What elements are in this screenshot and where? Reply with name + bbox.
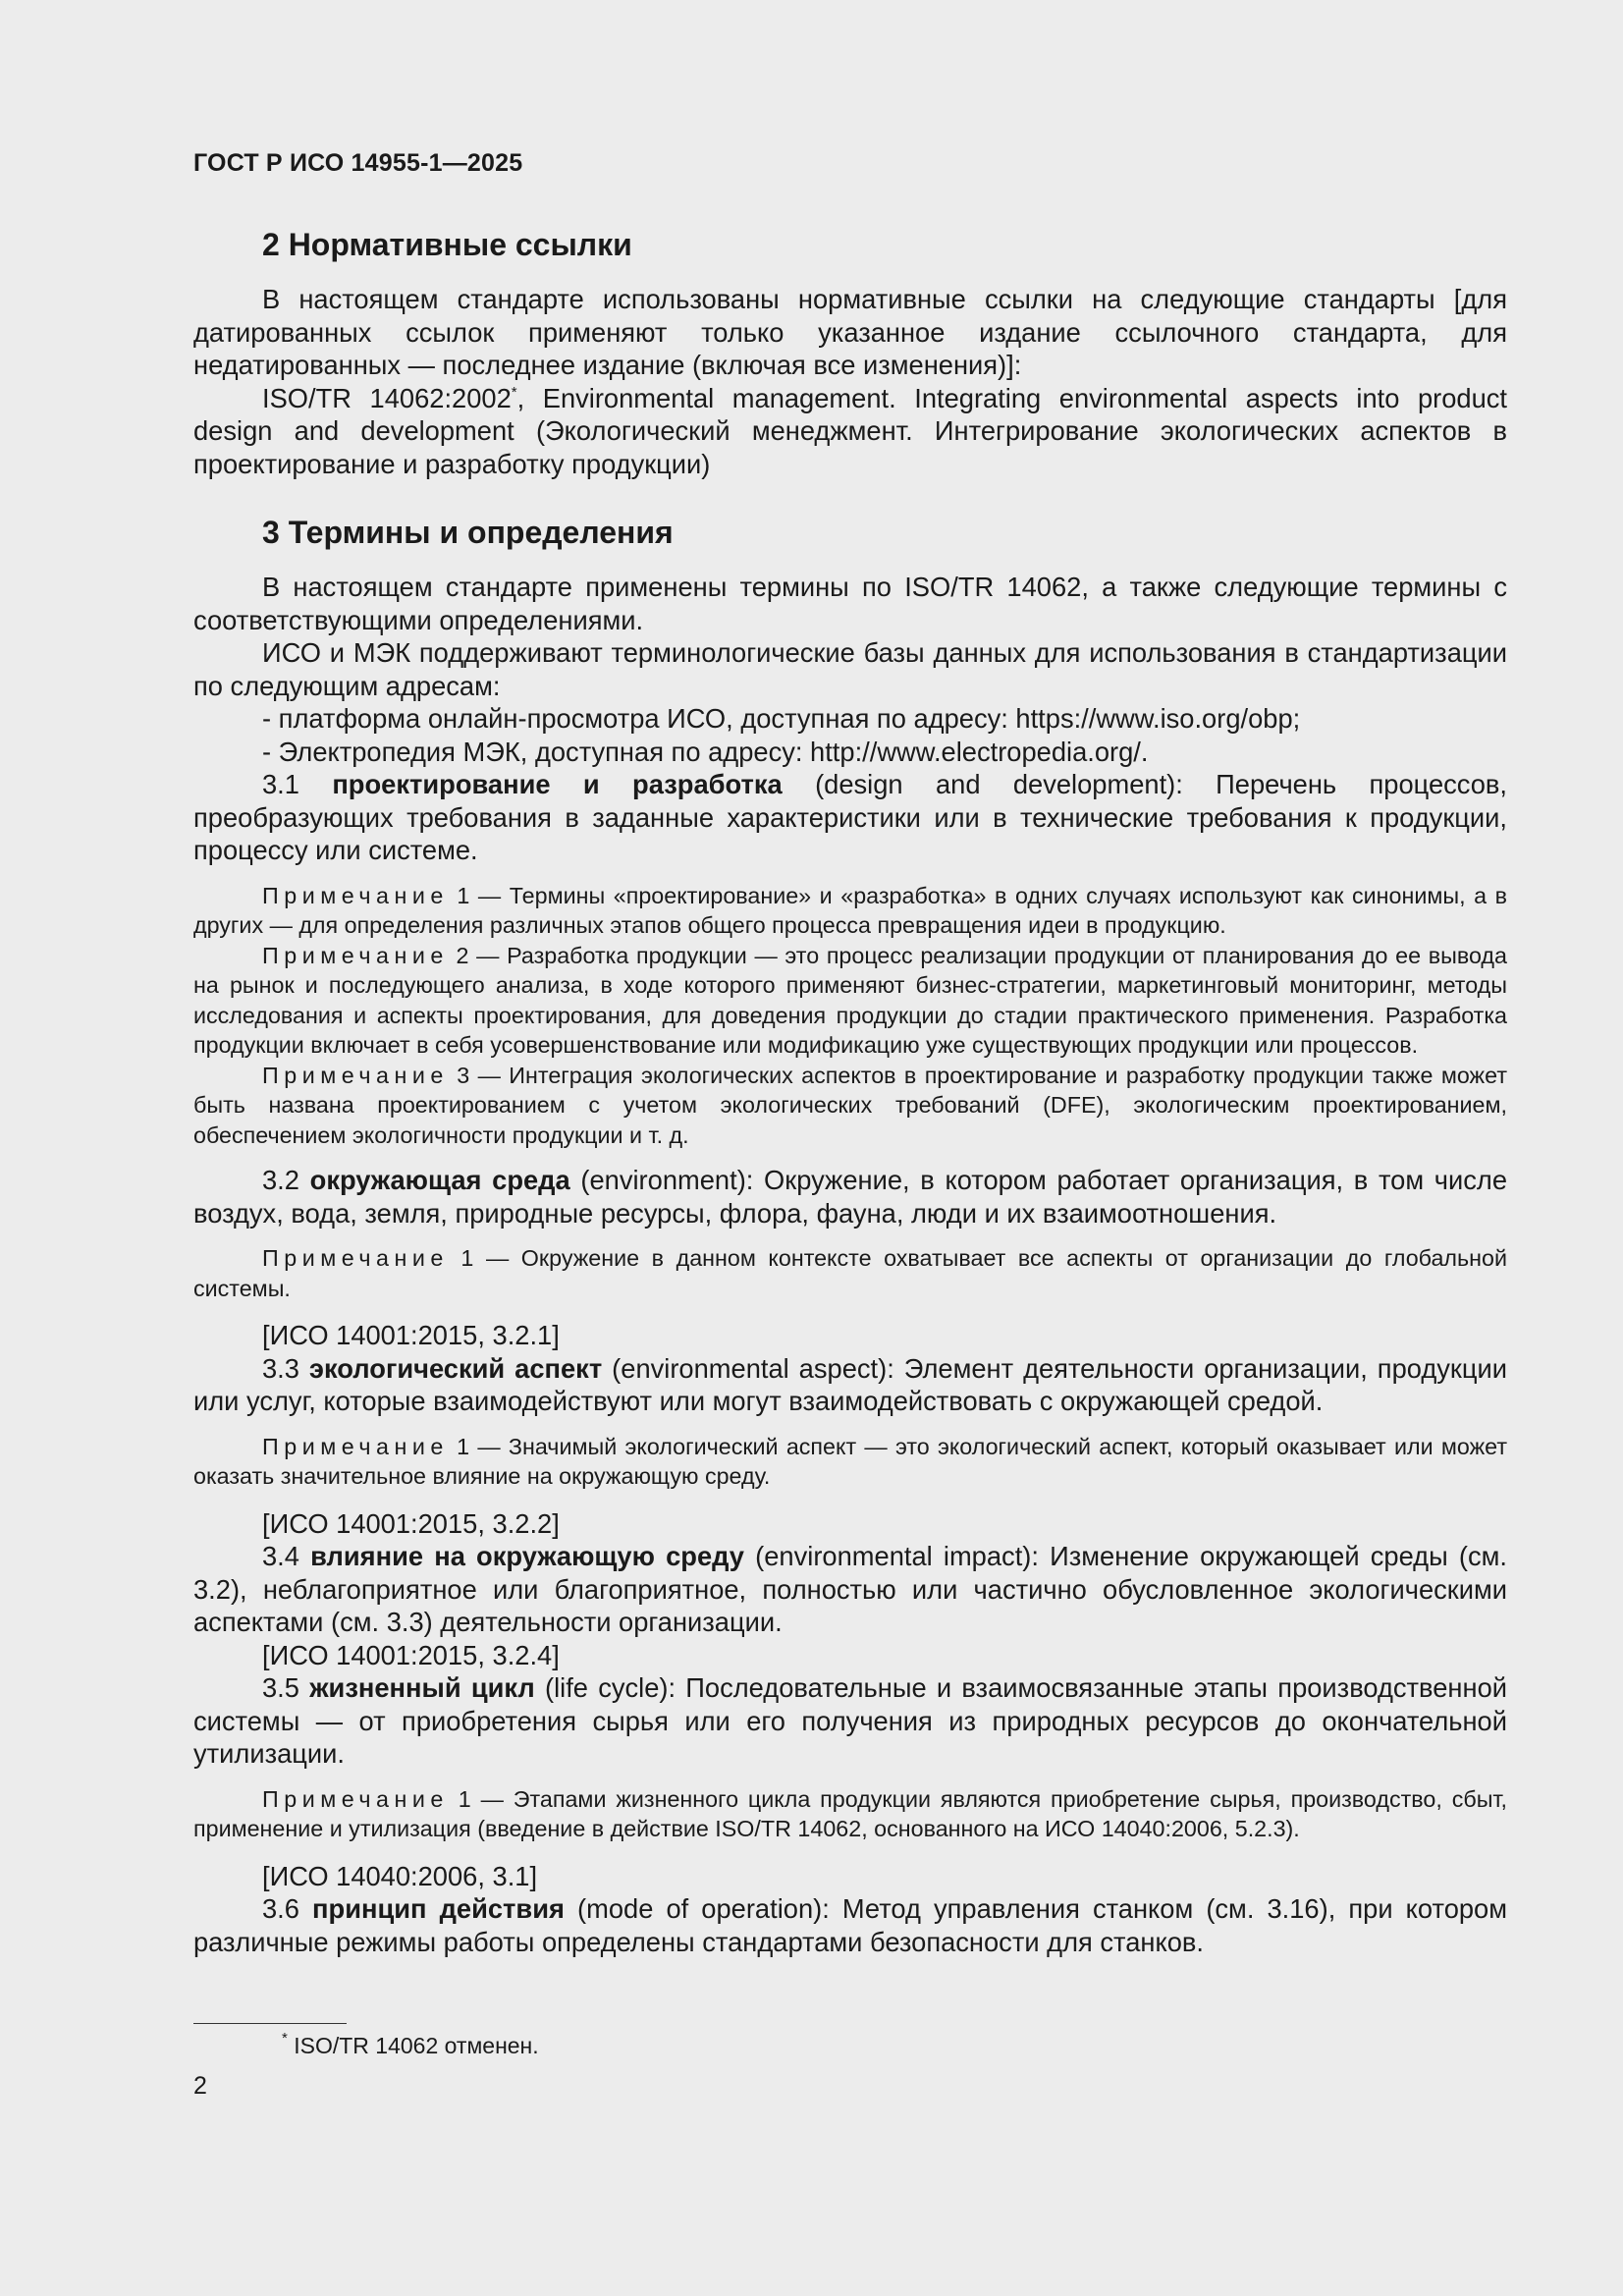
note-text: — Термины «проектирование» и «разработка» в одних случаях используют как синонимы, а в других — для определения различных этапов общего процесса превращения идеи в продукцию. <box>193 882 1507 938</box>
section-3-intro: В настоящем стандарте применены термины по ISO/TR 14062, а также следующие термины с соответствующими определениями. <box>193 572 1507 635</box>
term-3-3 <box>193 1352 1507 1418</box>
term-3-6 <box>193 1892 1507 1958</box>
note-number: 3 <box>448 1062 470 1088</box>
note-text: — Значимый экологический аспект — это экологический аспект, который оказывает или может оказать значительное влияние на окружающую среду. <box>193 1433 1508 1489</box>
term-3-2-source: [ИСО 14001:2015, 3.2.1] <box>262 1320 560 1350</box>
term-number: 3.1 <box>262 769 333 799</box>
note-text: — Этапами жизненного цикла продукции являются приобретение сырья, производство, сбыт, применение и утилизация (введение в действие ISO/TR 14062, основанного на ИСО 14040:2006, 5.2.3). <box>193 1785 1507 1841</box>
section-3-terminology-databases: ИСО и МЭК поддерживают терминологические базы данных для использования в стандартизации по следующим адресам: <box>193 637 1507 701</box>
section-3-title: 3 Термины и определения <box>262 515 674 550</box>
note-number: 1 <box>448 1785 471 1812</box>
term-definition: (design and development): Перечень процессов, преобразующих требования в заданные характеристики или в технические требования к продукции, процессу или системе. <box>193 769 1508 865</box>
note-text: — Окружение в данном контексте охватывает все аспекты от организации до глобальной системы. <box>193 1245 1507 1301</box>
iso-obp-bullet: - платформа онлайн-просмотра ИСО, доступная по адресу: https://www.iso.org/obp; <box>262 703 1301 734</box>
electropedia-bullet: - Электропедия МЭК, доступная по адресу: http://www.electropedia.org/. <box>262 736 1149 767</box>
term-name: экологический аспект <box>308 1352 603 1384</box>
note-number: 1 <box>448 1245 474 1271</box>
note-label: Примечание <box>262 942 449 968</box>
term-name: жизненный цикл <box>309 1672 535 1703</box>
term-3-4 <box>193 1540 1507 1639</box>
note-label: Примечание <box>262 1062 449 1088</box>
term-3-2 <box>193 1164 1507 1230</box>
term-3-5 <box>193 1671 1507 1771</box>
reference-text: , Environmental management. Integrating environmental aspects into product design and development (Экологический менеджмент. Интегрирование экологических аспектов в проектирование и разработку продукции) <box>193 382 1508 479</box>
term-name: проектирование и разработка <box>332 769 783 799</box>
section-2-paragraph: В настоящем стандарте использованы нормативные ссылки на следующие стандарты [для датированных ссылок применяют только указанное издание ссылочного стандарта, для недатированных — последнее издание (включая все изменения)]: <box>193 284 1507 380</box>
term-number: 3.3 <box>262 1352 309 1384</box>
reference-code: ISO/TR 14062:2002 <box>262 382 512 413</box>
note-text: — Интеграция экологических аспектов в проектирование и разработку продукции также может быть названа проектированием с учетом экологических требований (DFE), экологическим проектированием, обеспечением экологичности продукции и т. д. <box>193 1062 1507 1148</box>
term-number: 3.4 <box>262 1541 311 1571</box>
term-3-1 <box>193 768 1507 867</box>
term-3-3-source: [ИСО 14001:2015, 3.2.2] <box>262 1507 560 1539</box>
term-definition: (life cycle): Последовательные и взаимосвязанные этапы производственной системы — от приобретения сырья или его получения из природных ресурсов до окончательной утилизации. <box>193 1672 1508 1769</box>
note-3-2-1 <box>193 1243 1507 1303</box>
term-number: 3.6 <box>262 1893 313 1924</box>
term-3-5-source: [ИСО 14040:2006, 3.1] <box>262 1860 538 1891</box>
note-label: Примечание <box>262 882 449 908</box>
note-3-1-1 <box>193 881 1507 941</box>
section-2-title: 2 Нормативные ссылки <box>262 227 632 262</box>
term-name: влияние на окружающую среду <box>310 1541 744 1571</box>
note-label: Примечание <box>262 1785 449 1812</box>
term-definition: (mode of operation): Метод управления станком (см. 3.16), при котором различные режимы работы определены стандартами безопасности для станков. <box>193 1893 1507 1957</box>
page-content <box>193 222 1507 1958</box>
document-code-header: ГОСТ Р ИСО 14955-1—2025 <box>193 149 523 177</box>
footnote-marker: * <box>511 383 517 401</box>
term-number: 3.5 <box>262 1672 310 1703</box>
note-number: 1 <box>448 1433 470 1459</box>
note-label: Примечание <box>262 1245 449 1271</box>
term-definition: (environmental aspect): Элемент деятельности организации, продукции или услуг, которые взаимодействуют или могут взаимодействовать с окружающей средой. <box>193 1352 1507 1416</box>
note-number: 1 <box>448 882 470 908</box>
note-3-5-1 <box>193 1784 1507 1844</box>
note-3-1-3 <box>193 1061 1507 1151</box>
normative-reference <box>193 382 1507 481</box>
note-number: 2 <box>448 942 469 968</box>
term-definition: (environmental impact): Изменение окружающей среды (см. 3.2), неблагоприятное или благоприятное, полностью или частично обусловленное экологическими аспектами (см. 3.3) деятельности организации. <box>193 1541 1507 1637</box>
footnote-text: ISO/TR 14062 отменен. <box>287 2033 539 2058</box>
term-3-4-source: [ИСО 14001:2015, 3.2.4] <box>262 1639 560 1670</box>
note-3-1-2 <box>193 941 1507 1061</box>
footnote-divider <box>193 2023 347 2024</box>
note-3-3-1 <box>193 1432 1507 1492</box>
term-name: принцип действия <box>312 1893 565 1924</box>
footnote <box>282 2031 539 2060</box>
term-definition: (environment): Окружение, в котором работает организация, в том числе воздух, вода, земля, природные ресурсы, флора, фауна, люди и их взаимоотношения. <box>193 1165 1508 1229</box>
footnote-mark: * <box>282 2030 288 2047</box>
note-label: Примечание <box>262 1433 449 1459</box>
term-name: окружающая среда <box>309 1165 570 1195</box>
term-number: 3.2 <box>262 1165 310 1195</box>
note-text: — Разработка продукции — это процесс реализации продукции от планирования до ее вывода на рынок и последующего анализа, в ходе которого применяют бизнес-стратегии, маркетинговый мониторинг, методы исследования и аспекты проектирования, для доведения продукции до стадии практического применения. Разработка продукции включает в себя усовершенствование или модификацию уже существующих продукции или процессов. <box>193 942 1507 1058</box>
page-number: 2 <box>193 2072 207 2100</box>
